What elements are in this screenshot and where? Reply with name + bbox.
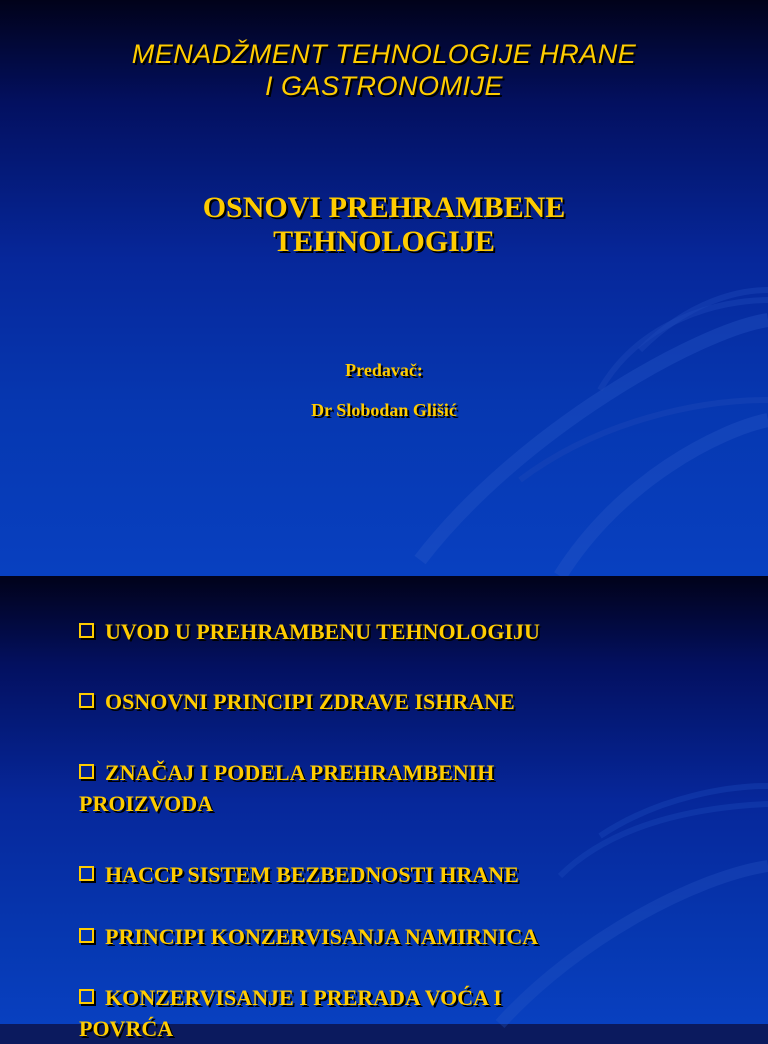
square-bullet-icon	[79, 764, 94, 779]
slide-title	[0, 191, 768, 259]
list-item-text: HACCP SISTEM BEZBEDNOSTI HRANE	[105, 862, 519, 887]
list-item	[79, 921, 699, 952]
slide-title-line2: TEHNOLOGIJE	[273, 225, 495, 258]
list-item-text: ZNAČAJ I PODELA PREHRAMBENIH	[105, 760, 495, 785]
list-item	[79, 859, 699, 890]
list-item-text: OSNOVNI PRINCIPI ZDRAVE ISHRANE	[105, 689, 515, 714]
lecturer-label: Predavač:	[345, 360, 423, 380]
list-item	[79, 757, 699, 819]
course-subtitle-line1: MENADŽMENT TEHNOLOGIJE HRANE	[131, 39, 637, 69]
list-item	[79, 982, 699, 1044]
lecturer-name: Dr Slobodan Glišić	[311, 400, 457, 420]
square-bullet-icon	[79, 989, 94, 1004]
list-item-text: PRINCIPI KONZERVISANJA NAMIRNICA	[105, 924, 539, 949]
slide-title-line1: OSNOVI PREHRAMBENE	[202, 191, 566, 224]
square-bullet-icon	[79, 623, 94, 638]
contents-slide	[0, 576, 768, 1041]
square-bullet-icon	[79, 928, 94, 943]
list-item	[79, 686, 699, 717]
square-bullet-icon	[79, 866, 94, 881]
list-item-text: UVOD U PREHRAMBENU TEHNOLOGIJU	[105, 619, 540, 644]
list-item-text: KONZERVISANJE I PRERADA VOĆA I	[105, 985, 502, 1010]
list-item-text-continued: POVRĆA	[79, 1016, 174, 1041]
list-item-text-continued: PROIZVODA	[79, 791, 214, 816]
square-bullet-icon	[79, 693, 94, 708]
list-item	[79, 616, 699, 647]
course-subtitle	[0, 38, 768, 102]
course-subtitle-line2: I GASTRONOMIJE	[264, 71, 504, 101]
